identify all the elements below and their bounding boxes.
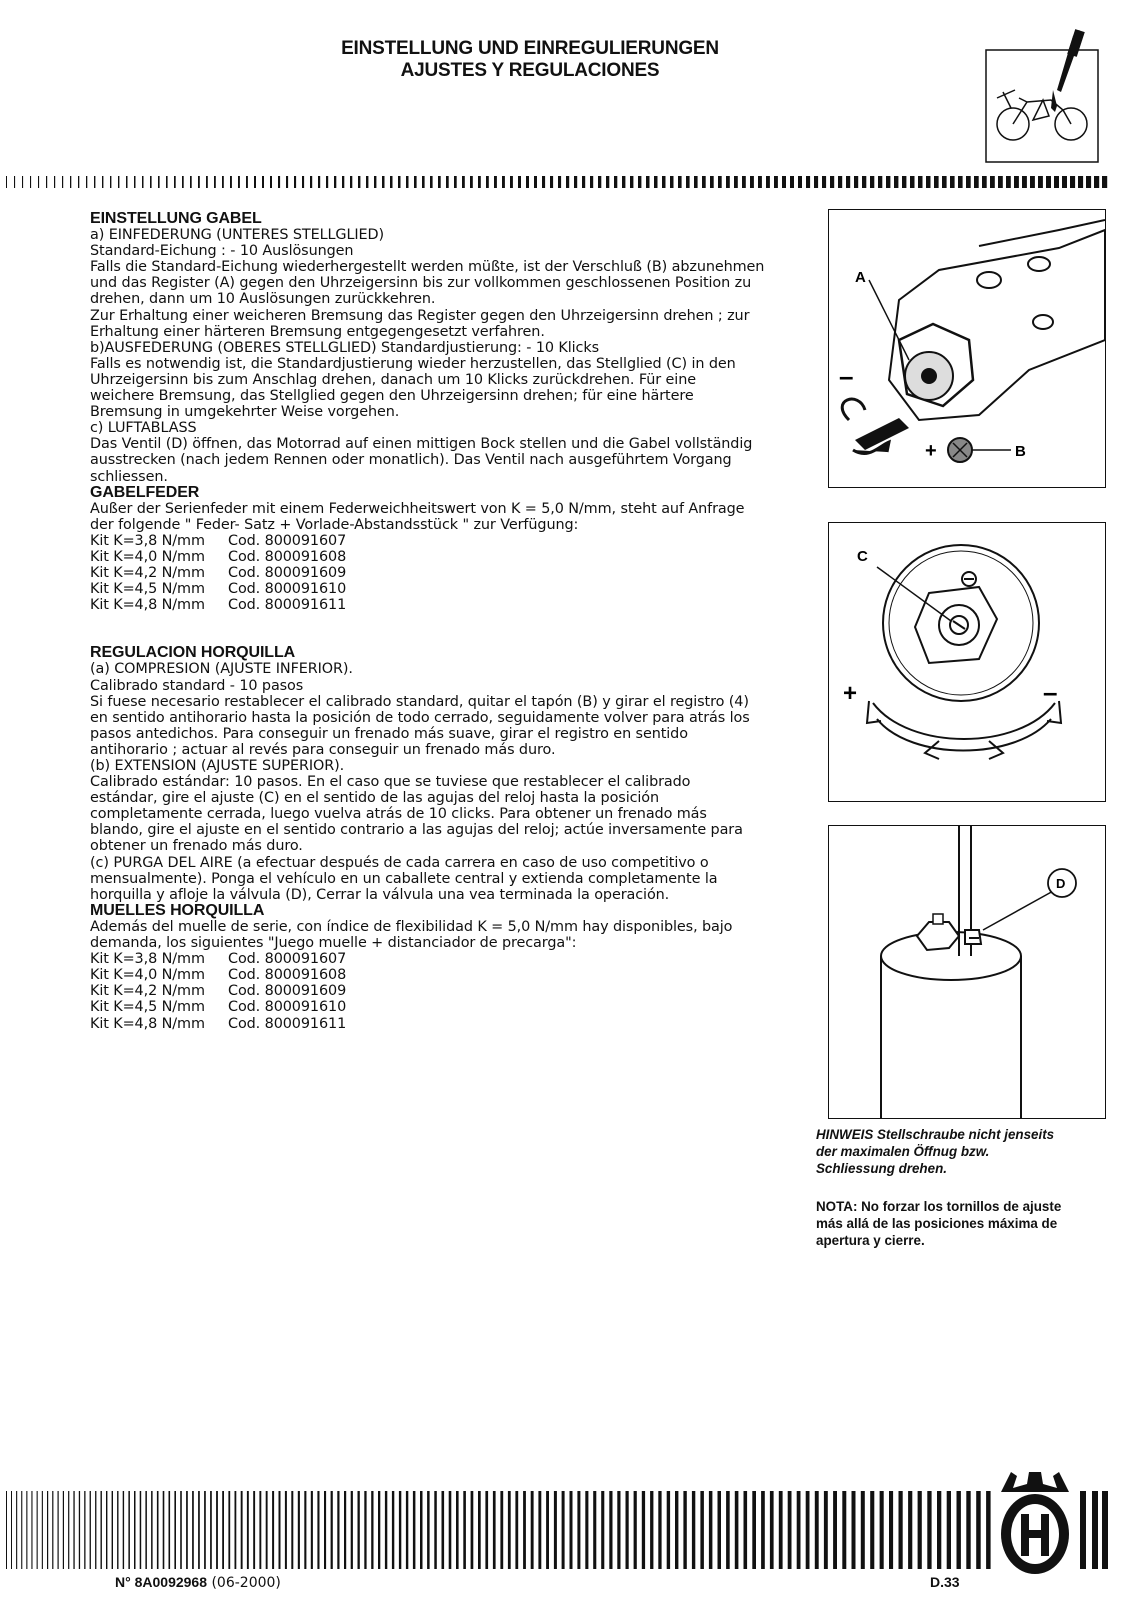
section-heading-german: EINSTELLUNG GABEL [90,210,262,227]
kit-row [90,565,780,581]
kit-code: Cod. 800091609 [228,565,347,582]
text-line: Standard-Eichung : - 10 Auslösungen [90,243,354,260]
text-line: b)AUSFEDERUNG (OBERES STELLGLIED) Standardjustierung: - 10 Klicks [90,339,599,356]
title-german: EINSTELLUNG UND EINREGULIERUNGEN [341,38,719,59]
text-line: Si fuese necesario restablecer el calibrado standard, quitar el tapón (B) y girar el registro (4) [90,693,749,710]
text-line: weichere Bremsung, das Stellglied gegen den Uhrzeigersinn drehen; für eine härtere [90,388,694,405]
text-line: Zur Erhaltung einer weicheren Bremsung das Register gegen den Uhrzeigersinn drehen ; zur [90,307,750,324]
text-line: (b) EXTENSION (AJUSTE SUPERIOR). [90,758,345,774]
kit-code: Cod. 800091607 [228,532,347,549]
kit-code: Cod. 800091608 [228,967,347,984]
text-line: mensualmente). Ponga el vehículo en un caballete central y extienda completamente la [90,870,718,887]
text-line: antihorario ; actuar al revés para conseguir un frenado más duro. [90,741,556,758]
kit-spec: Kit K=4,0 N/mm [90,967,205,984]
text-line: und das Register (A) gegen den Uhrzeigersinn bis zur vollkommen geschlossenen Position zu [90,275,752,292]
german-lines [90,227,780,485]
kit-row [90,549,780,565]
kit-row [90,1016,780,1032]
label-b: B [1015,443,1026,460]
text-line: obtener un frenado más duro. [90,838,303,855]
text-line: Calibrado standard - 10 pasos [90,677,304,694]
text-line: Calibrado estándar: 10 pasos. En el caso que se tuviese que restablecer el calibrado [90,774,691,791]
kit-spec: Kit K=3,8 N/mm [90,532,205,549]
document-date: (06-2000) [211,1575,281,1591]
kit-row [90,951,780,967]
text-line: blando, gire el ajuste en el sentido contrario a las agujas del reloj; actúe inversamente para [90,822,743,839]
kit-spec: Kit K=4,5 N/mm [90,999,205,1016]
label-d: D [1056,876,1066,891]
text-line: Falls die Standard-Eichung wiederhergestellt werden müßte, ist der Verschluß (B) abzunehmen [90,259,765,276]
text-line: c) LUFTABLASS [90,420,197,437]
note-line: apertura y cierre. [816,1233,925,1248]
text-line: Das Ventil (D) öffnen, das Motorrad auf einen mittigen Bock stellen und die Gabel vollständig [90,436,753,453]
kit-spec: Kit K=4,8 N/mm [90,1015,205,1032]
kit-spec: Kit K=4,0 N/mm [90,548,205,565]
german-spring-lines [90,501,780,533]
label-a: A [855,269,866,286]
kit-row [90,983,780,999]
text-line: a) EINFEDERUNG (UNTERES STELLGLIED) [90,227,385,244]
kit-row [90,999,780,1015]
text-line: en sentido antihorario hasta la posición de todo cerrado, seguidamente volver para atrás los [90,709,750,726]
figure-compression-adjuster [828,209,1106,488]
german-kit-list [90,533,780,613]
document-number [115,1574,281,1591]
text-line: der folgende " Feder- Satz + Vorlade-Abstandsstück " zur Verfügung: [90,516,579,533]
text-line: (a) COMPRESION (AJUSTE INFERIOR). [90,661,353,678]
figure-rebound-adjuster [828,522,1106,802]
text-line: Außer der Serienfeder mit einem Federweichheitswert von K = 5,0 N/mm, steht auf Anfrage [90,500,745,517]
note-german [816,1126,1106,1177]
note-line: Schliessung drehen. [816,1161,947,1176]
text-line: estándar, gire el ajuste (C) en el sentido de las agujas del reloj hasta la posición [90,790,660,807]
kit-code: Cod. 800091610 [228,581,347,598]
kit-code: Cod. 800091609 [228,983,347,1000]
title-spanish: AJUSTES Y REGULACIONES [400,60,660,81]
text-line: horquilla y afloje la válvula (D), Cerrar la válvula una vea terminada la operación. [90,886,670,903]
note-line: der maximalen Öffnug bzw. [816,1144,990,1159]
plus-sign: + [843,680,858,707]
note-line: HINWEIS Stellschraube nicht jenseits [816,1127,1055,1142]
tick-bar-divider [0,172,1111,192]
document-id: N° 8A0092968 [115,1574,207,1590]
kit-spec: Kit K=4,2 N/mm [90,565,205,582]
text-line: demanda, los siguientes "Juego muelle + distanciador de precarga": [90,935,577,952]
plus-sign: + [925,440,937,462]
spanish-kit-list [90,951,780,1031]
note-spanish [816,1198,1106,1249]
text-line: Falls es notwendig ist, die Standardjustierung wieder herzustellen, das Stellglied (C) in den [90,355,736,372]
motorcycle-screwdriver-icon [985,28,1100,164]
text-line: drehen, dann um 10 Auslösungen zurückkehren. [90,291,436,308]
kit-code: Cod. 800091611 [228,1015,347,1032]
text-line: Erhaltung einer härteren Bremsung entgegengesetzt verfahren. [90,323,545,340]
husqvarna-logo-icon [997,1470,1073,1580]
text-line: pasos antedichos. Para conseguir un frenado más suave, girar el registro en sentido [90,725,688,742]
kit-row [90,533,780,549]
page-title [250,38,810,82]
barcode-strip [0,1491,1111,1569]
page-number: D.33 [930,1574,960,1590]
kit-row [90,967,780,983]
kit-code: Cod. 800091607 [228,951,347,968]
kit-spec: Kit K=4,5 N/mm [90,581,205,598]
text-line: Uhrzeigersinn bis zum Anschlag drehen, danach um 10 Klicks zurückdrehen. Für eine [90,371,696,388]
text-line: Además del muelle de serie, con índice de flexibilidad K = 5,0 N/mm hay disponibles, bajo [90,918,733,935]
spanish-spring-lines [90,919,780,951]
kit-row [90,581,780,597]
text-line: schliessen. [90,468,168,485]
kit-row [90,597,780,613]
kit-spec: Kit K=4,2 N/mm [90,983,205,1000]
label-c: C [857,548,868,565]
kit-code: Cod. 800091610 [228,999,347,1016]
spanish-lines [90,661,780,902]
spring-heading-spanish: MUELLES HORQUILLA [90,901,265,919]
note-line: más allá de las posiciones máxima de [816,1216,1058,1231]
text-line: Bremsung in umgekehrter Weise vorgehen. [90,404,400,421]
minus-sign: – [1043,677,1058,707]
text-line: (c) PURGA DEL AIRE (a efectuar después de cada carrera en caso de uso competitivo o [90,854,709,871]
kit-code: Cod. 800091611 [228,597,347,614]
figure-air-bleed-valve [828,825,1106,1119]
spring-heading-german: GABELFEDER [90,483,200,501]
kit-spec: Kit K=3,8 N/mm [90,951,205,968]
section-heading-spanish: REGULACION HORQUILLA [90,644,296,662]
text-line: ausstrecken (nach jedem Rennen oder monatlich). Das Ventil nach ausgeführtem Vorgang [90,452,732,469]
text-line: completamente cerrada, luego vuelva atrás de 10 clicks. Para obtener un frenado más [90,806,707,823]
kit-code: Cod. 800091608 [228,548,347,565]
main-text [90,211,780,1032]
minus-sign: – [839,361,854,391]
note-line: NOTA: No forzar los tornillos de ajuste [816,1199,1062,1214]
kit-spec: Kit K=4,8 N/mm [90,597,205,614]
